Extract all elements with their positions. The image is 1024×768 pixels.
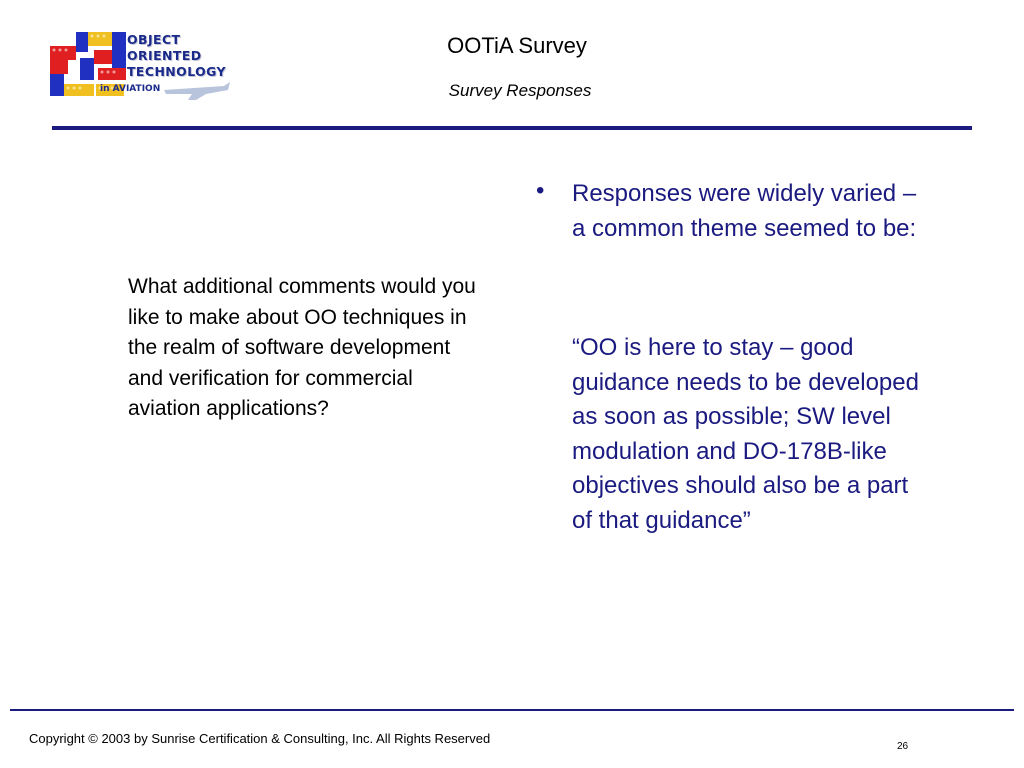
bullet-marker: • [536,177,545,204]
logo-subtitle: in AVIATION [100,84,161,94]
response-summary: Responses were widely varied – a common theme seemed to be: [572,180,917,242]
page-number: 26 [897,741,909,752]
survey-question: What additional comments would you like to make about OO techniques in the realm of software development and verification for commercial aviation applications? [128,275,476,420]
footer-divider [10,709,1014,711]
logo-line: TECHNOLOGY [127,64,226,79]
response-quote: “OO is here to stay – good guidance needs to be developed as soon as possible; SW level modulation and DO-178B-like objectives should also be a part of that guidance” [572,334,919,534]
slide-subtitle: Survey Responses [448,81,592,100]
slide-title: OOTiA Survey [447,33,587,58]
logo-line: OBJECT [127,32,181,47]
copyright-notice: Copyright © 2003 by Sunrise Certification & Consulting, Inc. All Rights Reserved [29,731,491,746]
header-divider [52,126,972,130]
logo-line: ORIENTED [127,48,202,63]
